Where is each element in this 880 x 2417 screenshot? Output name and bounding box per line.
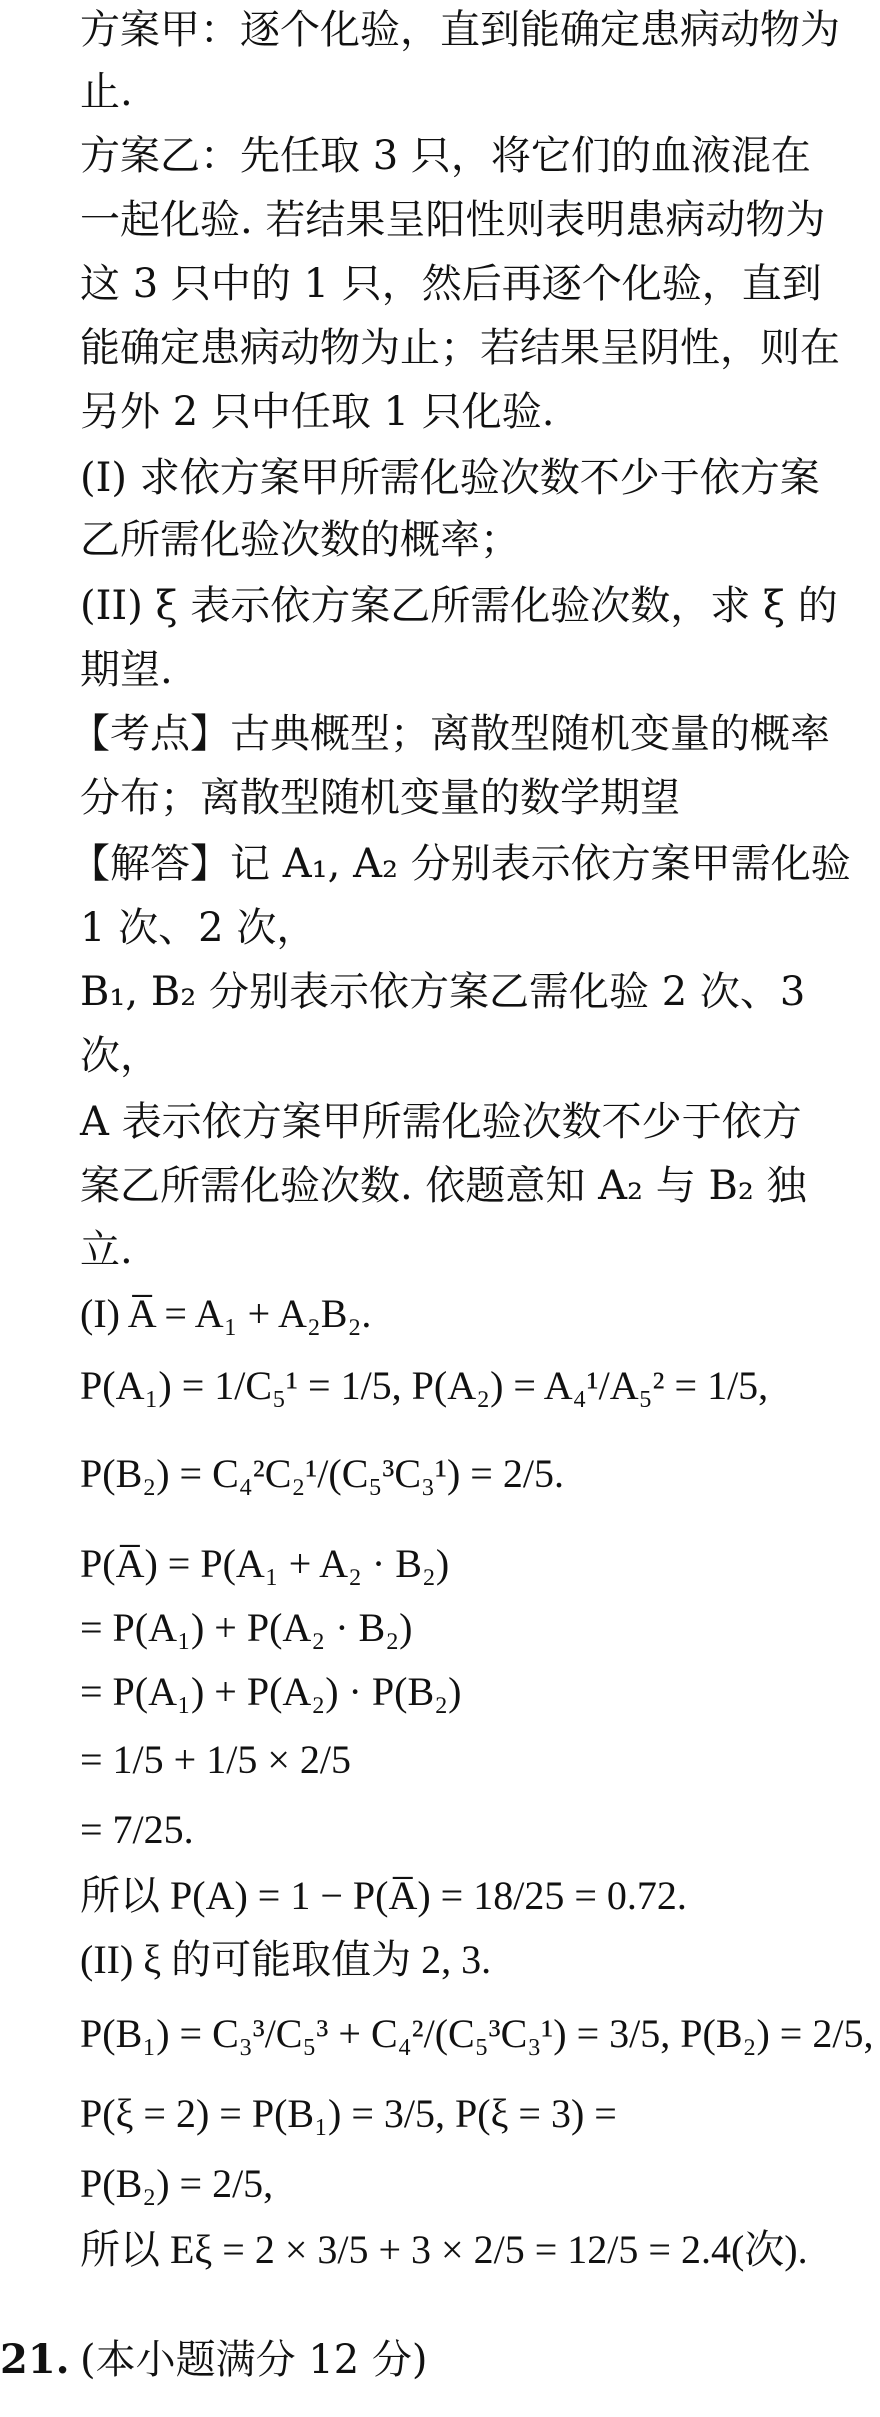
math-line-7: = 1/5 + 1/5 × 2/5 [80, 1737, 352, 1782]
problem-line-10: (II) ξ 表示依方案乙所需化验次数，求 ξ 的 [80, 583, 838, 629]
math-line-3: P(B₂) = C₄²C₂¹/(C₅³C₃¹) = 2/5. [80, 1451, 564, 1496]
math-line-10: (II) ξ 的可能取值为 2, 3. [80, 1937, 492, 1982]
math-line-12: P(ξ = 2) = P(B₁) = 3/5, P(ξ = 3) = [80, 2091, 617, 2136]
problem-line-6: 能确定患病动物为止；若结果呈阴性，则在 [80, 325, 840, 371]
problem-line-8: (I) 求依方案甲所需化验次数不少于依方案 [80, 455, 820, 501]
kaodian-line-1: 【考点】古典概型；离散型随机变量的概率 [70, 711, 830, 757]
question-number: 21. [0, 2336, 70, 2383]
jieda-line-1: 【解答】记 A₁, A₂ 分别表示依方案甲需化验 [70, 841, 851, 887]
math-line-14: 所以 Eξ = 2 × 3/5 + 3 × 2/5 = 12/5 = 2.4(次). [80, 2227, 808, 2272]
jieda-line-6: 案乙所需化验次数. 依题意知 A₂ 与 B₂ 独 [80, 1163, 807, 1209]
problem-line-7: 另外 2 只中任取 1 只化验. [80, 389, 555, 435]
math-line-2: P(A₁) = 1/C₅¹ = 1/5, P(A₂) = A₄¹/A₅² = 1/5, [80, 1363, 769, 1408]
jieda-line-4: 次， [80, 1033, 160, 1079]
jieda-line-3: B₁, B₂ 分别表示依方案乙需化验 2 次、3 [80, 969, 806, 1015]
math-line-9: 所以 P(A) = 1 − P(A̅) = 18/25 = 0.72. [80, 1873, 687, 1918]
math-line-5: = P(A₁) + P(A₂ · B₂) [80, 1605, 413, 1650]
problem-line-11: 期望. [80, 647, 173, 693]
problem-line-4: 一起化验. 若结果呈阳性则表明患病动物为 [80, 197, 826, 243]
problem-line-5: 这 3 只中的 1 只，然后再逐个化验，直到 [80, 261, 822, 307]
jieda-line-2: 1 次、2 次， [80, 905, 317, 951]
math-line-1: (I) A̅ = A₁ + A₂B₂. [80, 1291, 372, 1336]
math-line-6: = P(A₁) + P(A₂) · P(B₂) [80, 1669, 462, 1714]
math-line-4: P(A̅) = P(A₁ + A₂ · B₂) [80, 1541, 450, 1586]
jieda-line-5: A 表示依方案甲所需化验次数不少于依方 [80, 1099, 802, 1145]
problem-line-9: 乙所需化验次数的概率； [80, 517, 520, 563]
math-line-13: P(B₂) = 2/5, [80, 2161, 274, 2206]
problem-line-3: 方案乙：先任取 3 只，将它们的血液混在 [80, 133, 811, 179]
math-line-8: = 7/25. [80, 1807, 194, 1852]
problem-line-1: 方案甲：逐个化验，直到能确定患病动物为 [80, 7, 840, 53]
kaodian-line-2: 分布；离散型随机变量的数学期望 [80, 775, 680, 821]
jieda-line-7: 立. [80, 1227, 133, 1273]
math-line-11: P(B₁) = C₃³/C₅³ + C₄²/(C₅³C₃¹) = 3/5, P(B₂) = 2/5, [80, 2011, 874, 2056]
question-header: (本小题满分 12 分) [80, 2337, 428, 2383]
problem-line-2: 止. [80, 69, 133, 115]
